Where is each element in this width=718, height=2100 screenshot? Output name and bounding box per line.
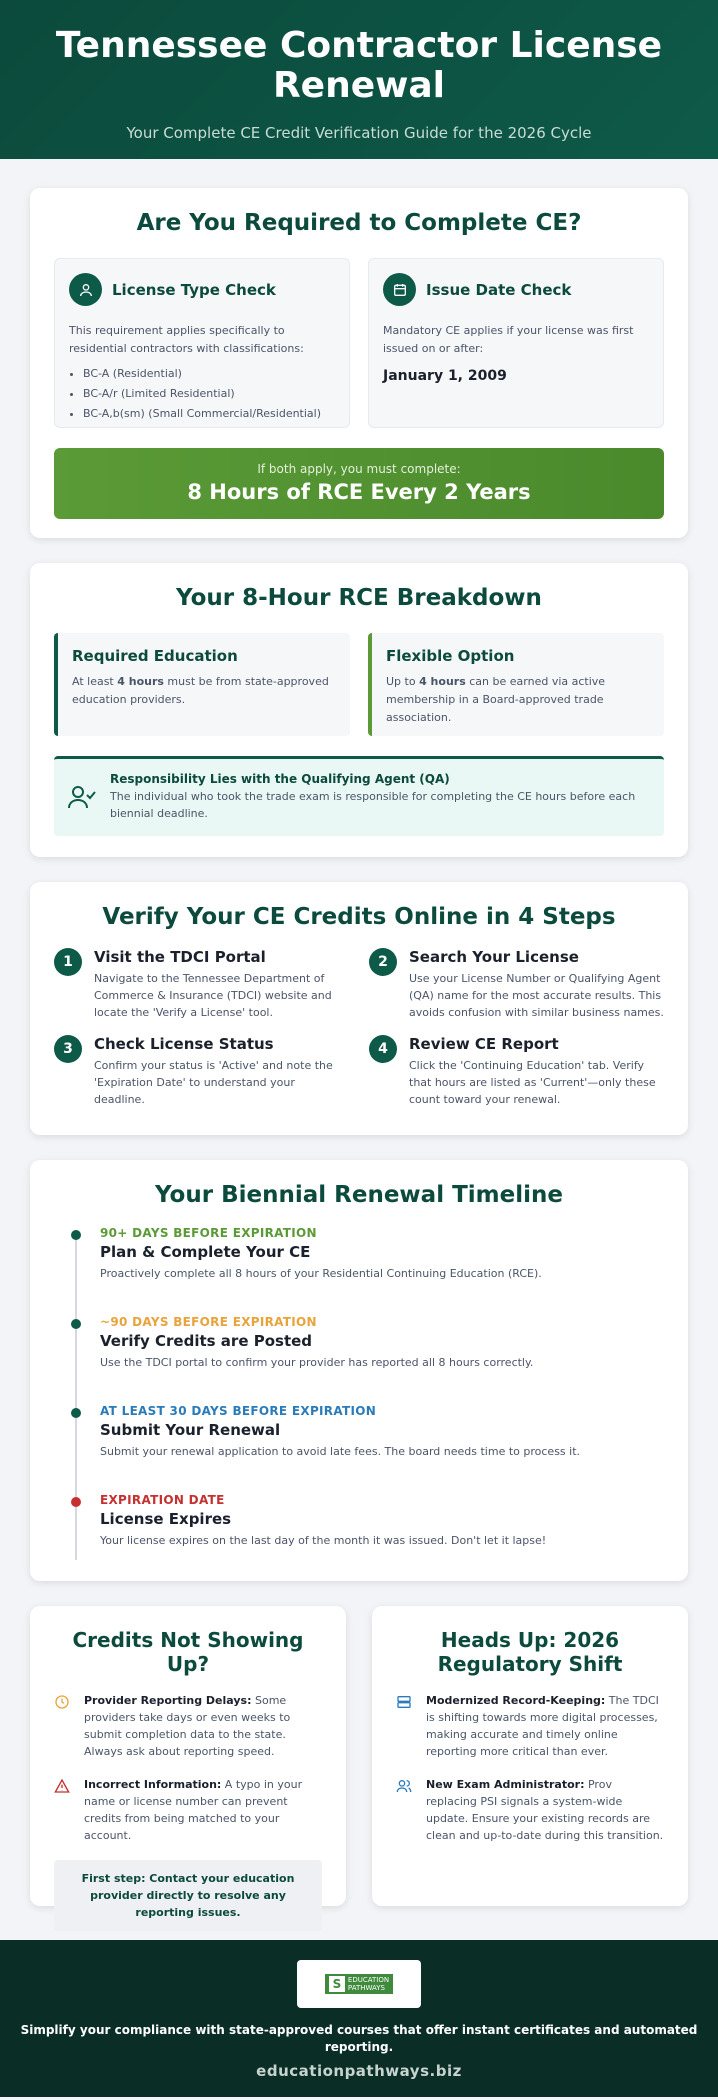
step-item (369, 948, 664, 1021)
qa-text: The individual who took the trade exam is responsible for completing the CE hours before each biennial deadline. (110, 790, 636, 820)
education-pathways-logo[interactable] (297, 1960, 421, 2008)
list-item: • BC-A (Residential) (83, 364, 335, 384)
required-education-text: At least 4 hours must be from state-approved education providers. (72, 675, 329, 706)
timeline-title: Submit Your Renewal (100, 1421, 281, 1439)
timeline-text: Proactively complete all 8 hours of your Residential Continuing Education (RCE). (100, 1267, 542, 1280)
flexible-option-box (368, 633, 664, 736)
required-education-title: Required Education (72, 647, 238, 665)
shift-item (396, 1776, 664, 1844)
step-item (54, 1035, 349, 1108)
person-icon (69, 273, 102, 306)
issue-date-check (368, 258, 664, 428)
timeline-label: EXPIRATION DATE (100, 1493, 225, 1507)
timeline-heading: Your Biennial Renewal Timeline (155, 1182, 563, 1208)
step-item (54, 948, 349, 1021)
logo-mark-wrapper (325, 1974, 393, 1994)
license-check-text: This requirement applies specifically to residential contractors with classifications: (69, 324, 304, 355)
not-showing-heading: Credits Not Showing Up? (72, 1628, 304, 1676)
page-header (0, 0, 718, 159)
step-text: Navigate to the Tennessee Department of Commerce & Insurance (TDCI) website and locate the 'Verify a License' tool. (94, 972, 332, 1019)
timeline-dot (71, 1319, 81, 1329)
timeline-label: ~90 DAYS BEFORE EXPIRATION (100, 1315, 317, 1329)
issue-check-text: Mandatory CE applies if your license was first issued on or after: (383, 324, 634, 355)
breakdown-card (30, 563, 688, 857)
requirement-banner (54, 448, 664, 519)
requirement-card (30, 188, 688, 538)
step-text: Confirm your status is 'Active' and note the 'Expiration Date' to understand your deadline. (94, 1059, 333, 1106)
page-title: Tennessee Contractor License Renewal (55, 25, 663, 106)
step-number: 3 (54, 1035, 82, 1063)
verify-heading: Verify Your CE Credits Online in 4 Steps (102, 904, 616, 930)
timeline-text: Your license expires on the last day of the month it was issued. Don't let it lapse! (100, 1534, 547, 1547)
users-icon (396, 1776, 414, 1844)
timeline-label: 90+ DAYS BEFORE EXPIRATION (100, 1226, 317, 1240)
warning-icon (54, 1776, 72, 1844)
timeline-card (30, 1160, 688, 1581)
issue-item (54, 1692, 322, 1760)
timeline-title: License Expires (100, 1510, 232, 1528)
issue-text: Provider Reporting Delays: Some providers take days or even weeks to submit completion data to the state. Always ask about reporting speed. (84, 1694, 291, 1758)
timeline-item (74, 1404, 664, 1493)
list-item: • BC-A/r (Limited Residential) (83, 384, 335, 404)
timeline-item (74, 1315, 664, 1404)
timeline-item (74, 1493, 664, 1582)
timeline-label: AT LEAST 30 DAYS BEFORE EXPIRATION (100, 1404, 377, 1418)
list-item: • BC-A,b(sm) (Small Commercial/Residential) (83, 404, 335, 424)
step-item (369, 1035, 664, 1108)
credits-not-showing-card (30, 1606, 346, 1919)
issue-date: January 1, 2009 (383, 368, 507, 384)
logo-text: EDUCATION PATHWAYS (347, 1976, 390, 1992)
flexible-option-text: Up to 4 hours can be earned via active membership in a Board-approved trade association. (386, 675, 606, 724)
step-number: 2 (369, 948, 397, 976)
issue-text: Incorrect Information: A typo in your name or license number can prevent credits from being matched to your account. (84, 1778, 303, 1842)
issue-item (54, 1776, 322, 1844)
banner-headline: 8 Hours of RCE Every 2 Years (187, 480, 531, 504)
timeline-dot (71, 1230, 81, 1240)
step-title: Visit the TDCI Portal (94, 948, 266, 966)
license-type-check (54, 258, 350, 428)
timeline (74, 1226, 664, 1582)
breakdown-heading: Your 8-Hour RCE Breakdown (176, 585, 542, 611)
verify-steps-card (30, 882, 688, 1135)
first-step-callout: First step: Contact your education provider directly to resolve any reporting issues. (54, 1860, 322, 1931)
classification-list (69, 364, 335, 424)
page-subtitle: Your Complete CE Credit Verification Guide for the 2026 Cycle (126, 124, 592, 142)
step-title: Search Your License (409, 948, 579, 966)
step-title: Review CE Report (409, 1035, 559, 1053)
qa-responsibility-box (54, 756, 664, 836)
license-check-title: License Type Check (112, 280, 276, 299)
required-education-box (54, 633, 350, 736)
timeline-text: Submit your renewal application to avoid late fees. The board needs time to process it. (100, 1445, 581, 1458)
footer-tagline: Simplify your compliance with state-approved courses that offer instant certificates and automated reporting. (20, 2023, 698, 2054)
step-title: Check License Status (94, 1035, 274, 1053)
qa-title: Responsibility Lies with the Qualifying Agent (QA) (110, 772, 450, 786)
calendar-icon (383, 273, 416, 306)
heads-up-card (372, 1606, 688, 1906)
timeline-title: Verify Credits are Posted (100, 1332, 313, 1350)
server-icon (396, 1692, 414, 1760)
footer-link[interactable]: educationpathways.biz (256, 2062, 462, 2080)
step-number: 1 (54, 948, 82, 976)
shift-text: Modernized Record-Keeping: The TDCI is shifting towards more digital processes, making accurate and timely online reporting more critical than ever. (426, 1694, 659, 1758)
page-footer (0, 1940, 718, 2097)
timeline-dot (71, 1497, 81, 1507)
timeline-text: Use the TDCI portal to confirm your provider has reported all 8 hours correctly. (100, 1356, 534, 1369)
timeline-dot (71, 1408, 81, 1418)
logo-s-icon: S (329, 1976, 345, 1992)
clock-icon (54, 1692, 72, 1760)
shift-item (396, 1692, 664, 1760)
shift-text: New Exam Administrator: Prov replacing PSI signals a system-wide update. Ensure your existing records are clean and up-to-date during this transition. (426, 1778, 664, 1842)
requirement-heading: Are You Required to Complete CE? (136, 210, 582, 236)
user-check-icon (68, 772, 96, 814)
heads-up-heading: Heads Up: 2026 Regulatory Shift (437, 1628, 623, 1676)
banner-subtext: If both apply, you must complete: (257, 462, 461, 476)
flexible-option-title: Flexible Option (386, 647, 515, 665)
timeline-title: Plan & Complete Your CE (100, 1243, 311, 1261)
step-text: Use your License Number or Qualifying Agent (QA) name for the most accurate results. This avoids confusion with similar business names. (409, 972, 664, 1019)
step-number: 4 (369, 1035, 397, 1063)
step-text: Click the 'Continuing Education' tab. Verify that hours are listed as 'Current'—only these count toward your renewal. (409, 1059, 656, 1106)
issue-check-title: Issue Date Check (426, 280, 572, 299)
timeline-item (74, 1226, 664, 1315)
